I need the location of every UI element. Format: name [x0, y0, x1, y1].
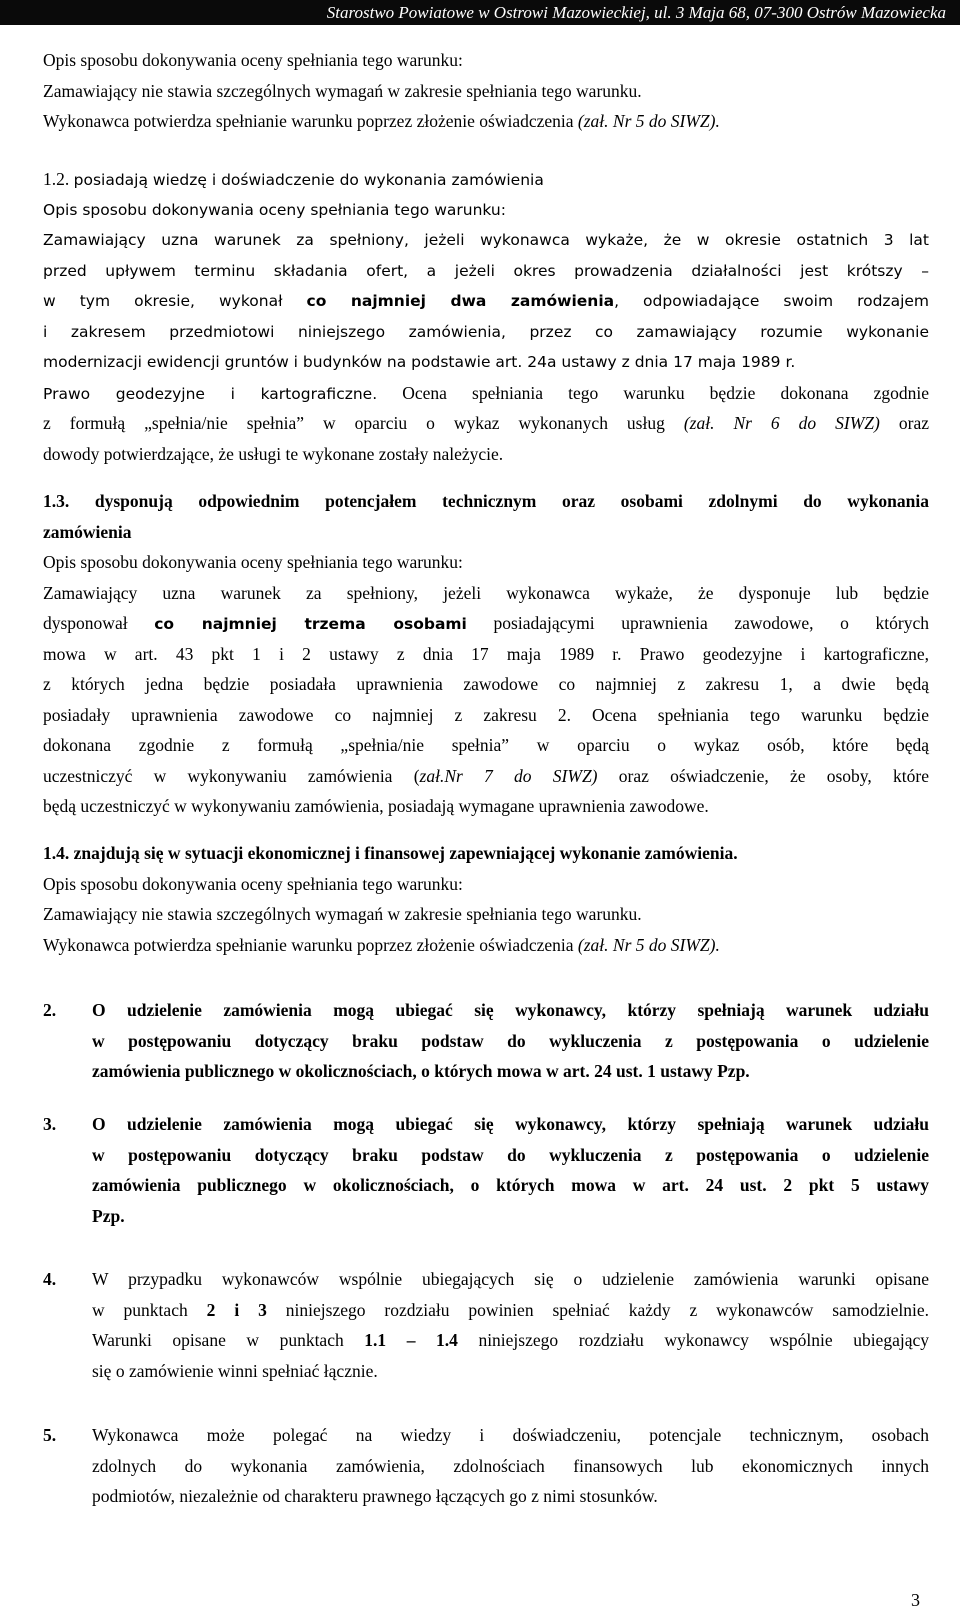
section-number: 2.	[43, 1000, 57, 1020]
intro-line: Zamawiający nie stawia szczególnych wymagań w zakresie spełniania tego warunku.	[43, 80, 642, 101]
paragraph-line	[43, 286, 929, 317]
text: , odpowiadające swoim rodzajem	[614, 292, 930, 310]
bold-text: co najmniej trzema osobami	[154, 615, 467, 633]
section-1-2	[43, 164, 929, 469]
text: Warunki opisane w punktach	[92, 1330, 365, 1350]
paragraph-line: dowody potwierdzające, że usługi te wykonane zostały należycie.	[43, 443, 504, 464]
paragraph-line: będą uczestniczyć w wykonywaniu zamówienia, posiadają wymagane uprawnienia zawodowe.	[43, 796, 709, 816]
bold-text: 1.1 – 1.4	[364, 1330, 458, 1350]
text: w punktach	[92, 1299, 207, 1320]
text: Wykonawca potwierdza spełnianie warunku poprzez złożenie oświadczenia	[43, 934, 578, 955]
text: niniejszego rozdziału powinien spełniać każdy z wykonawców samodzielnie.	[266, 1299, 929, 1320]
paragraph-line: O udzielenie zamówienia mogą ubiegać się wykonawcy, którzy spełniają warunek udziału	[92, 1114, 929, 1134]
section-5	[43, 1420, 929, 1512]
paragraph-line: dokonana zgodnie z formułą „spełnia/nie spełnia” w oparciu o wykaz osób, które będą	[43, 735, 929, 755]
paragraph-line: z których jedna będzie posiadała uprawnienia zawodowe co najmniej z zakresu 1, a dwie będą	[43, 674, 929, 694]
paragraph-line: się o zamówienie winni spełniać łącznie.	[92, 1360, 378, 1381]
section-body	[92, 995, 929, 1087]
section-title: znajdują się w sytuacji ekonomicznej i finansowej zapewniającej wykonanie zamówienia.	[73, 843, 738, 863]
paragraph-line: zdolnych do wykonania zamówienia, zdolnościach finansowych lub ekonomicznych innych	[92, 1455, 929, 1476]
paragraph-line: Wykonawca może polegać na wiedzy i doświadczeniu, potencjale technicznym, osobach	[92, 1425, 929, 1445]
paragraph-line	[43, 761, 929, 792]
section-opis: Opis sposobu dokonywania oceny spełniania tego warunku:	[43, 200, 506, 219]
paragraph-line: w postępowaniu dotyczący braku podstaw do wykluczenia z postępowania o udzielenie	[92, 1030, 929, 1051]
text: oraz oświadczenie, że osoby, które	[597, 765, 929, 786]
header-text: Starostwo Powiatowe w Ostrowi Mazowieckiej, ul. 3 Maja 68, 07-300 Ostrów Mazowiecka	[326, 3, 946, 22]
page-number: 3	[911, 1590, 920, 1610]
section-number: 4.	[43, 1269, 57, 1289]
intro-block	[43, 45, 929, 137]
paragraph-line: W przypadku wykonawców wspólnie ubiegających się o udzielenie zamówienia warunki opisane	[92, 1269, 929, 1289]
section-heading	[43, 486, 929, 517]
paragraph-line	[43, 608, 929, 639]
text: Prawo geodezyjne i kartograficzne.	[43, 384, 378, 403]
text: uczestniczyć w wykonywaniu zamówienia (	[43, 765, 420, 786]
paragraph-line	[92, 1325, 929, 1356]
text: niniejszego rozdziału wykonawcy wspólnie ubiegający	[457, 1330, 929, 1350]
paragraph-line	[43, 378, 929, 409]
section-2	[43, 995, 929, 1087]
section-1-4	[43, 838, 929, 960]
paragraph-line: posiadały uprawnienia zawodowe co najmniej z zakresu 2. Ocena spełniania tego warunku będzie	[43, 704, 929, 725]
text: w tym okresie, wykonał	[43, 292, 307, 310]
paragraph-line: Zamawiający nie stawia szczególnych wymagań w zakresie spełniania tego warunku.	[43, 904, 642, 924]
section-3	[43, 1109, 929, 1231]
section-number: 3.	[43, 1114, 57, 1134]
paragraph-line: mowa w art. 43 pkt 1 i 2 ustawy z dnia 17 maja 1989 r. Prawo geodezyjne i kartograficzne,	[43, 643, 929, 664]
intro-line	[43, 106, 929, 137]
page-header	[0, 0, 960, 25]
paragraph-line: modernizacji ewidencji gruntów i budynków na podstawie art. 24a ustawy z dnia 17 maja 1989 r.	[43, 353, 796, 371]
attachment-ref: (zał. Nr 6 do SIWZ)	[683, 413, 880, 433]
attachment-ref: (zał. Nr 5 do SIWZ).	[577, 111, 720, 131]
paragraph-line	[92, 1295, 929, 1326]
section-number: 1.2.	[43, 169, 70, 189]
section-opis: Opis sposobu dokonywania oceny spełniania tego warunku:	[43, 552, 463, 572]
paragraph-line: Zamawiający uzna warunek za spełniony, jeżeli wykonawca wykaże, że dysponuje lub będzie	[43, 582, 929, 603]
paragraph-line: Pzp.	[92, 1205, 125, 1226]
paragraph-line: podmiotów, niezależnie od charakteru prawnego łączących go z nimi stosunków.	[92, 1486, 658, 1506]
section-body	[92, 1420, 929, 1512]
section-4	[43, 1264, 929, 1386]
section-body	[92, 1109, 929, 1231]
attachment-ref: zał.Nr 7 do SIWZ)	[419, 765, 598, 786]
paragraph-line: zamówienia publicznego w okolicznościach, o których mowa w art. 24 ust. 2 pkt 5 ustawy	[92, 1175, 929, 1195]
text: oraz	[879, 413, 929, 433]
bold-text: co najmniej dwa zamówienia	[306, 292, 615, 310]
text: Ocena spełniania tego warunku będzie dokonana zgodnie	[377, 382, 929, 403]
intro-text: Wykonawca potwierdza spełnianie warunku poprzez złożenie oświadczenia	[43, 111, 578, 131]
section-number: 1.4.	[43, 843, 70, 863]
section-title: dysponują odpowiednim potencjałem technicznym oraz osobami zdolnymi do wykonania	[94, 491, 930, 511]
paragraph-line: przed upływem terminu składania ofert, a jeżeli okres prowadzenia działalności jest krótszy –	[43, 261, 929, 280]
paragraph-line: O udzielenie zamówienia mogą ubiegać się wykonawcy, którzy spełniają warunek udziału	[92, 1000, 929, 1020]
section-title: posiadają wiedzę i doświadczenie do wykonania zamówienia	[73, 171, 544, 189]
section-opis: Opis sposobu dokonywania oceny spełniania tego warunku:	[43, 873, 463, 894]
section-title-cont: zamówienia	[43, 521, 132, 542]
attachment-ref: (zał. Nr 5 do SIWZ).	[577, 934, 720, 955]
section-heading	[43, 838, 929, 869]
text: dysponował	[43, 613, 155, 633]
section-number: 5.	[43, 1425, 57, 1445]
paragraph-line: i zakresem przedmiotowi niniejszego zamówienia, przez co zamawiający rozumie wykonanie	[43, 322, 929, 341]
section-heading	[43, 164, 929, 195]
paragraph-line	[43, 930, 929, 961]
text: z formułą „spełnia/nie spełnia” w oparciu o wykaz wykonanych usług	[43, 413, 684, 433]
bold-text: 2 i 3	[206, 1299, 267, 1320]
section-1-3	[43, 486, 929, 822]
paragraph-line	[43, 408, 929, 439]
section-body	[92, 1264, 929, 1386]
paragraph-line: zamówienia publicznego w okolicznościach, o których mowa w art. 24 ust. 1 ustawy Pzp.	[92, 1061, 750, 1081]
intro-opis: Opis sposobu dokonywania oceny spełniania tego warunku:	[43, 50, 463, 70]
text: posiadającymi uprawnienia zawodowe, o których	[466, 613, 930, 633]
paragraph-line: Zamawiający uzna warunek za spełniony, jeżeli wykonawca wykaże, że w okresie ostatnich 3 lat	[43, 231, 929, 249]
paragraph-line: w postępowaniu dotyczący braku podstaw do wykluczenia z postępowania o udzielenie	[92, 1144, 929, 1165]
section-number: 1.3.	[43, 491, 70, 511]
